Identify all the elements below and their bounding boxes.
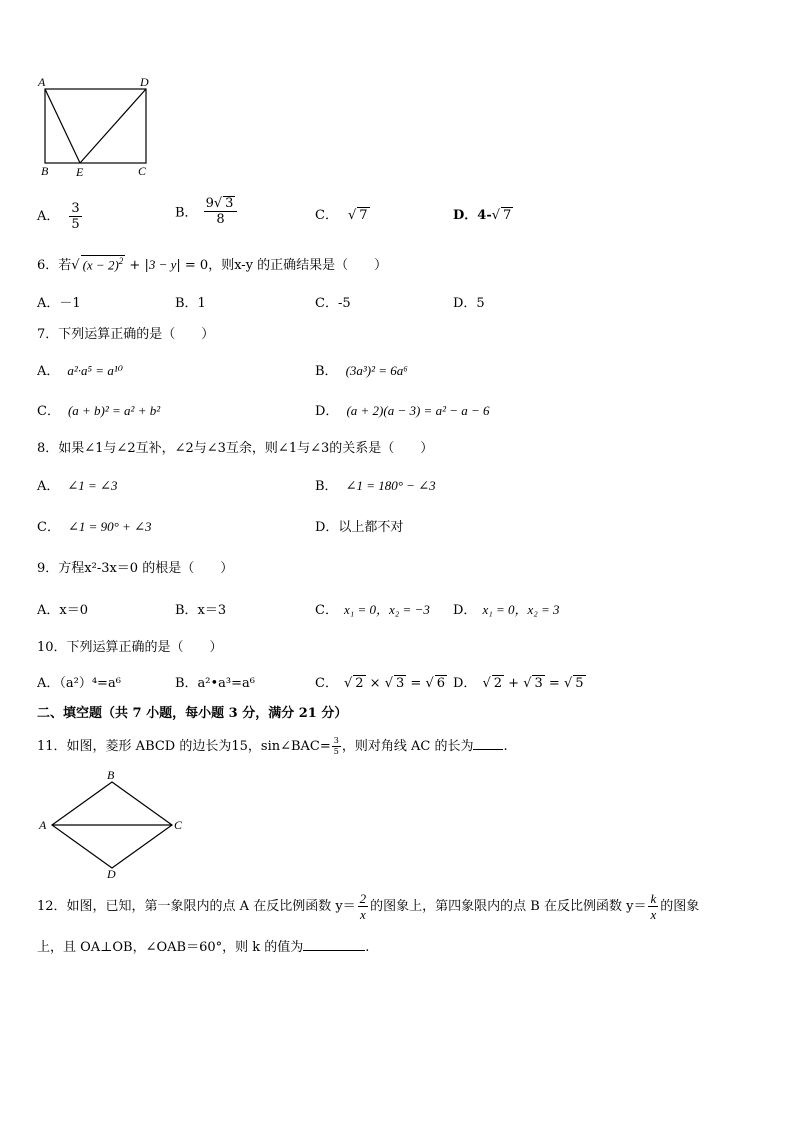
q8-option-b: B． ∠1 = 180° − ∠3 (315, 478, 436, 494)
q8-stem: 8．如果∠1与∠2互补，∠2与∠3互余，则∠1与∠3的关系是（ ） (37, 441, 434, 456)
q12-line2: 上，且 OA⊥OB，∠OAB＝60°，则 k 的值为 . (37, 940, 370, 955)
q7-option-c: C． (a + b)² = a² + b² (37, 403, 161, 419)
label-C: C (174, 818, 183, 832)
q7-stem: 7．下列运算正确的是（ ） (37, 327, 215, 342)
label-B: B (107, 768, 115, 782)
q10-option-b: B．a²•a³=a⁶ (175, 676, 255, 691)
q5-option-d: D．4-√ 7 (453, 208, 512, 223)
q10-stem: 10．下列运算正确的是（ ） (37, 640, 223, 655)
answer-blank[interactable] (303, 950, 365, 951)
q8-option-d: D．以上都不对 (315, 520, 404, 535)
q6-option-a: A．－1 (37, 296, 81, 311)
q9-option-a: A．x＝0 (37, 603, 88, 618)
label-E: E (76, 165, 84, 179)
label-B: B (41, 164, 49, 178)
q8-option-c: C． ∠1 = 90° + ∠3 (37, 519, 152, 535)
label-A: A (39, 818, 47, 832)
q7-option-a: A． a²·a⁵ = a¹⁰ (37, 363, 123, 379)
q9-option-c: C． x₁ = 0，x₂ = −3 (315, 602, 430, 618)
label-D: D (140, 75, 149, 89)
q6-option-d: D．5 (453, 296, 485, 311)
rhombus-figure (36, 766, 186, 882)
q10-option-d: D． √ 2 + √ 3 = √ 5 (453, 676, 584, 691)
q6-option-b: B．1 (175, 296, 206, 311)
q10-option-a: A．（a²）⁴=a⁶ (37, 676, 121, 691)
label-A: A (38, 75, 46, 89)
q12-line1: 12．如图，已知，第一象限内的点 A 在反比例函数 y＝ $\frac{2}{x}$ 的图象上，第四象限内的点 B 在反比例函数 y＝ $\frac{k}{x}$ 的图象 (37, 891, 700, 922)
q7-option-d: D． (a + 2)(a − 3) = a² − a − 6 (315, 403, 490, 419)
q5-option-a: A． $\frac{3}{5}$ (37, 201, 80, 232)
q11-stem: 11．如图，菱形 ABCD 的边长为15，sin∠BAC= $\frac{3}{5}$ ，则对角线 AC 的长为 . (37, 736, 508, 756)
label-D: D (107, 867, 116, 881)
q10-option-c: C． √ 2 × √ 3 = √ 6 (315, 676, 446, 691)
q9-option-b: B．x＝3 (175, 603, 227, 618)
q8-option-a: A． ∠1 = ∠3 (37, 478, 118, 494)
q7-option-b: B． (3a³)² = 6a⁶ (315, 363, 408, 379)
q6-stem: 6．若√ $(x - 2)^2 + |3 - y| = 0$，则x-y 的正确结果是（ ） (37, 255, 388, 273)
rectangle-figure (36, 74, 156, 182)
q5-option-b: B． $\frac{9√ 3}{8}$ (175, 196, 237, 226)
q9-option-d: D． x₁ = 0，x₂ = 3 (453, 602, 560, 618)
q9-stem: 9．方程x²-3x＝0 的根是（ ） (37, 561, 234, 576)
section-title: 二、填空题（共 7 小题，每小题 3 分，满分 21 分） (37, 706, 348, 721)
q6-option-c: C．-5 (315, 296, 351, 311)
q5-option-c: C． √ 7 (315, 208, 368, 223)
label-C: C (138, 164, 147, 178)
answer-blank[interactable] (473, 749, 503, 750)
